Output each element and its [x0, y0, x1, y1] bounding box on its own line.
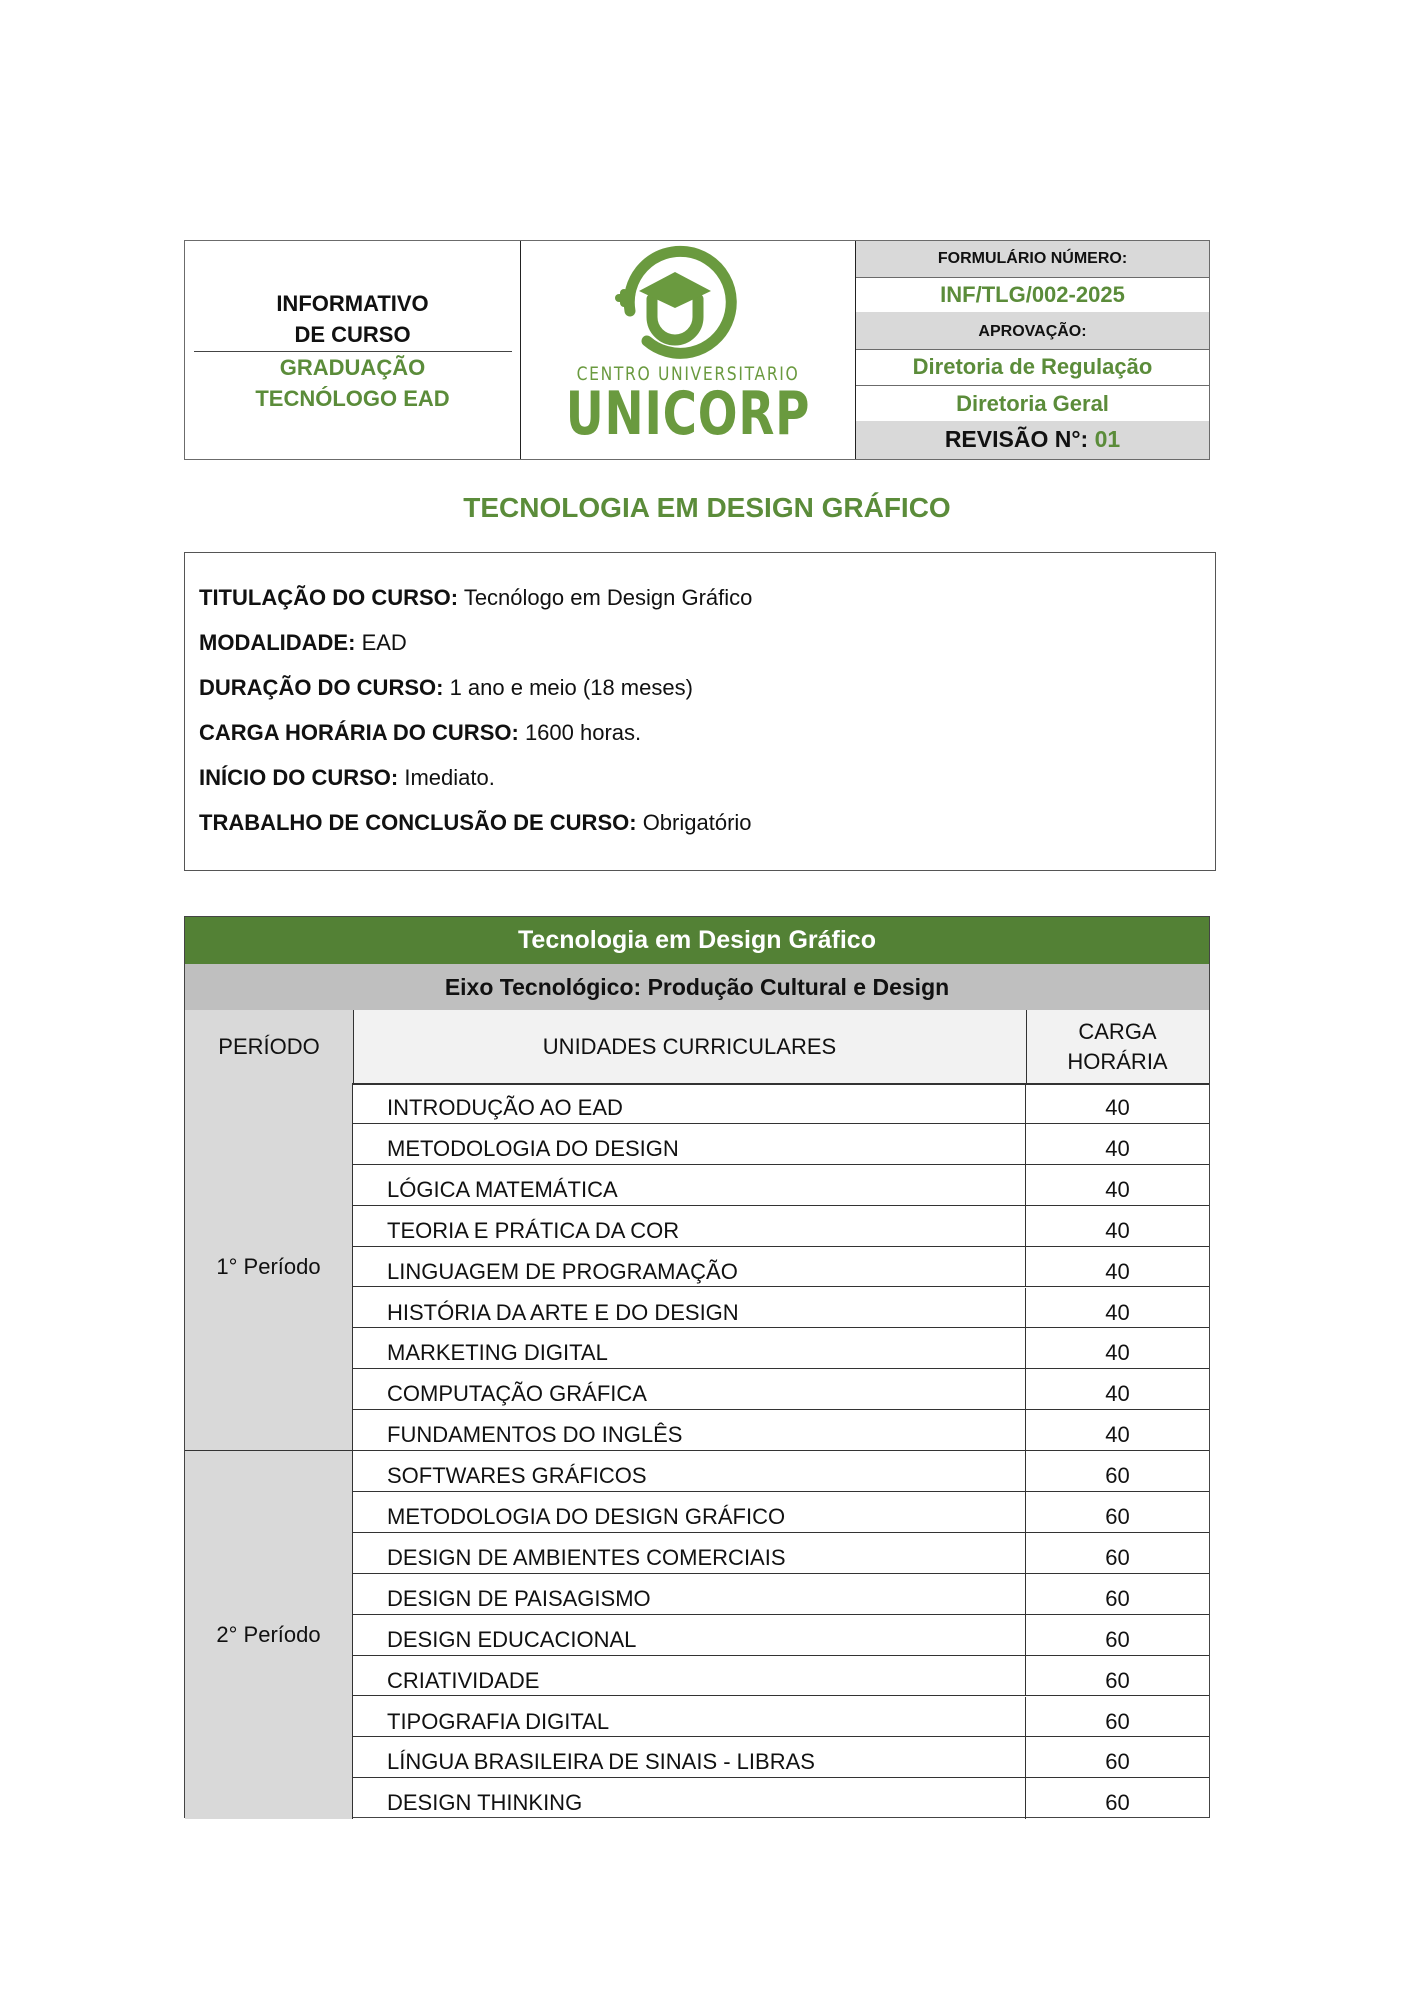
column-header-hours-line1: CARGA [1078, 1018, 1157, 1044]
curricular-unit: LÍNGUA BRASILEIRA DE SINAIS - LIBRAS [353, 1737, 1026, 1777]
curricular-unit: COMPUTAÇÃO GRÁFICA [353, 1369, 1026, 1409]
curricular-unit: DESIGN THINKING [353, 1778, 1026, 1819]
info-value: EAD [361, 630, 407, 655]
info-titulacao [199, 584, 752, 612]
info-tcc [199, 809, 752, 837]
info-label: DURAÇÃO DO CURSO: [199, 675, 444, 700]
header-course-level [185, 352, 520, 414]
table-row [353, 1124, 1209, 1165]
approval-general: Diretoria Geral [856, 385, 1209, 422]
course-info-box [184, 552, 1216, 871]
workload-hours: 60 [1105, 1708, 1130, 1734]
table-row [353, 1697, 1209, 1738]
table-row [353, 1451, 1209, 1492]
revision-number: 01 [1094, 426, 1121, 452]
workload-hours: 40 [1105, 1258, 1130, 1284]
curricular-unit: LÓGICA MATEMÁTICA [353, 1165, 1026, 1205]
header-line-tecnologo: TECNÓLOGO EAD [255, 386, 450, 411]
curricular-unit: DESIGN EDUCACIONAL [353, 1615, 1026, 1655]
info-label: INÍCIO DO CURSO: [199, 765, 399, 790]
table-row [353, 1615, 1209, 1656]
curriculum-body [185, 1083, 1209, 1817]
curriculum-title: Tecnologia em Design Gráfico [185, 917, 1209, 965]
table-row [353, 1737, 1209, 1778]
period-cell: 1° Período [185, 1083, 353, 1451]
workload-hours: 40 [1105, 1095, 1130, 1120]
header-doc-type [185, 288, 520, 350]
workload-hours: 60 [1105, 1749, 1130, 1775]
workload-hours: 60 [1105, 1585, 1130, 1611]
revision-row [856, 421, 1209, 459]
curriculum-header-row [185, 1010, 1209, 1085]
info-modalidade [199, 629, 407, 657]
workload-hours: 60 [1105, 1463, 1130, 1489]
info-label: TITULAÇÃO DO CURSO: [199, 585, 459, 610]
workload-hours: 40 [1105, 1176, 1130, 1202]
table-row [353, 1083, 1209, 1124]
curricular-unit: METODOLOGIA DO DESIGN [353, 1124, 1026, 1164]
workload-hours: 60 [1105, 1544, 1130, 1570]
column-header-period: PERÍODO [185, 1010, 354, 1083]
curricular-unit: DESIGN DE PAISAGISMO [353, 1574, 1026, 1614]
logo-subtitle: CENTRO UNIVERSITARIO [576, 363, 800, 385]
document-header [184, 240, 1210, 460]
info-label: CARGA HORÁRIA DO CURSO: [199, 720, 519, 745]
table-row [353, 1206, 1209, 1247]
header-course-info [185, 241, 521, 459]
info-duracao [199, 674, 693, 702]
period-cell: 2° Período [185, 1451, 353, 1819]
curricular-unit: MARKETING DIGITAL [353, 1328, 1026, 1368]
form-number-value: INF/TLG/002-2025 [856, 277, 1209, 313]
column-header-hours [1026, 1010, 1209, 1083]
curricular-unit: HISTÓRIA DA ARTE E DO DESIGN [353, 1288, 1026, 1328]
curriculum-table [184, 916, 1210, 1818]
header-line-informativo: INFORMATIVO [276, 291, 429, 316]
table-row [353, 1410, 1209, 1451]
info-label: MODALIDADE: [199, 630, 356, 655]
workload-hours: 40 [1105, 1217, 1130, 1243]
header-line-graduacao: GRADUAÇÃO [279, 355, 426, 380]
table-row [353, 1328, 1209, 1369]
curricular-unit: TIPOGRAFIA DIGITAL [353, 1697, 1026, 1737]
curricular-unit: SOFTWARES GRÁFICOS [353, 1451, 1026, 1491]
curricular-unit: METODOLOGIA DO DESIGN GRÁFICO [353, 1492, 1026, 1532]
approval-label: APROVAÇÃO: [856, 312, 1209, 350]
curricular-unit: DESIGN DE AMBIENTES COMERCIAIS [353, 1533, 1026, 1573]
workload-hours: 60 [1105, 1790, 1130, 1816]
info-value: 1600 horas. [524, 720, 642, 745]
table-row [353, 1492, 1209, 1533]
page-title: TECNOLOGIA EM DESIGN GRÁFICO [463, 492, 951, 523]
workload-hours: 40 [1105, 1135, 1130, 1161]
workload-hours: 40 [1105, 1340, 1130, 1366]
info-carga-horaria [199, 719, 641, 747]
curricular-unit: INTRODUÇÃO AO EAD [353, 1083, 1026, 1123]
workload-hours: 60 [1105, 1626, 1130, 1652]
table-row [353, 1247, 1209, 1288]
approval-regulation: Diretoria de Regulação [856, 349, 1209, 386]
workload-hours: 40 [1105, 1422, 1130, 1448]
table-row [353, 1656, 1209, 1697]
info-value: Obrigatório [642, 810, 752, 835]
form-number-label: FORMULÁRIO NÚMERO: [856, 241, 1209, 278]
workload-hours: 60 [1105, 1504, 1130, 1529]
curricular-unit: TEORIA E PRÁTICA DA COR [353, 1206, 1026, 1246]
curricular-unit: CRIATIVIDADE [353, 1656, 1026, 1696]
info-inicio [199, 764, 495, 792]
table-row [353, 1574, 1209, 1615]
info-value: Tecnólogo em Design Gráfico [463, 585, 753, 610]
workload-hours: 60 [1105, 1667, 1130, 1693]
table-row [353, 1778, 1209, 1819]
workload-hours: 40 [1105, 1299, 1130, 1325]
curricular-unit: LINGUAGEM DE PROGRAMAÇÃO [353, 1247, 1026, 1287]
info-label: TRABALHO DE CONCLUSÃO DE CURSO: [199, 810, 637, 835]
table-row [353, 1288, 1209, 1329]
logo-name: UNICORP [565, 379, 811, 449]
info-value: Imediato. [404, 765, 495, 790]
header-line-de-curso: DE CURSO [294, 322, 411, 347]
curricular-unit: FUNDAMENTOS DO INGLÊS [353, 1410, 1026, 1450]
table-row [353, 1533, 1209, 1574]
column-header-units: UNIDADES CURRICULARES [353, 1010, 1027, 1083]
table-row [353, 1165, 1209, 1206]
workload-hours: 40 [1105, 1381, 1130, 1407]
institution-logo [521, 241, 856, 459]
curriculum-axis: Eixo Tecnológico: Produção Cultural e Design [185, 964, 1209, 1012]
revision-label: REVISÃO N°: [944, 426, 1089, 452]
column-header-hours-line2: HORÁRIA [1067, 1048, 1168, 1074]
header-form-details [856, 241, 1209, 459]
table-row [353, 1369, 1209, 1410]
info-value: 1 ano e meio (18 meses) [449, 675, 693, 700]
